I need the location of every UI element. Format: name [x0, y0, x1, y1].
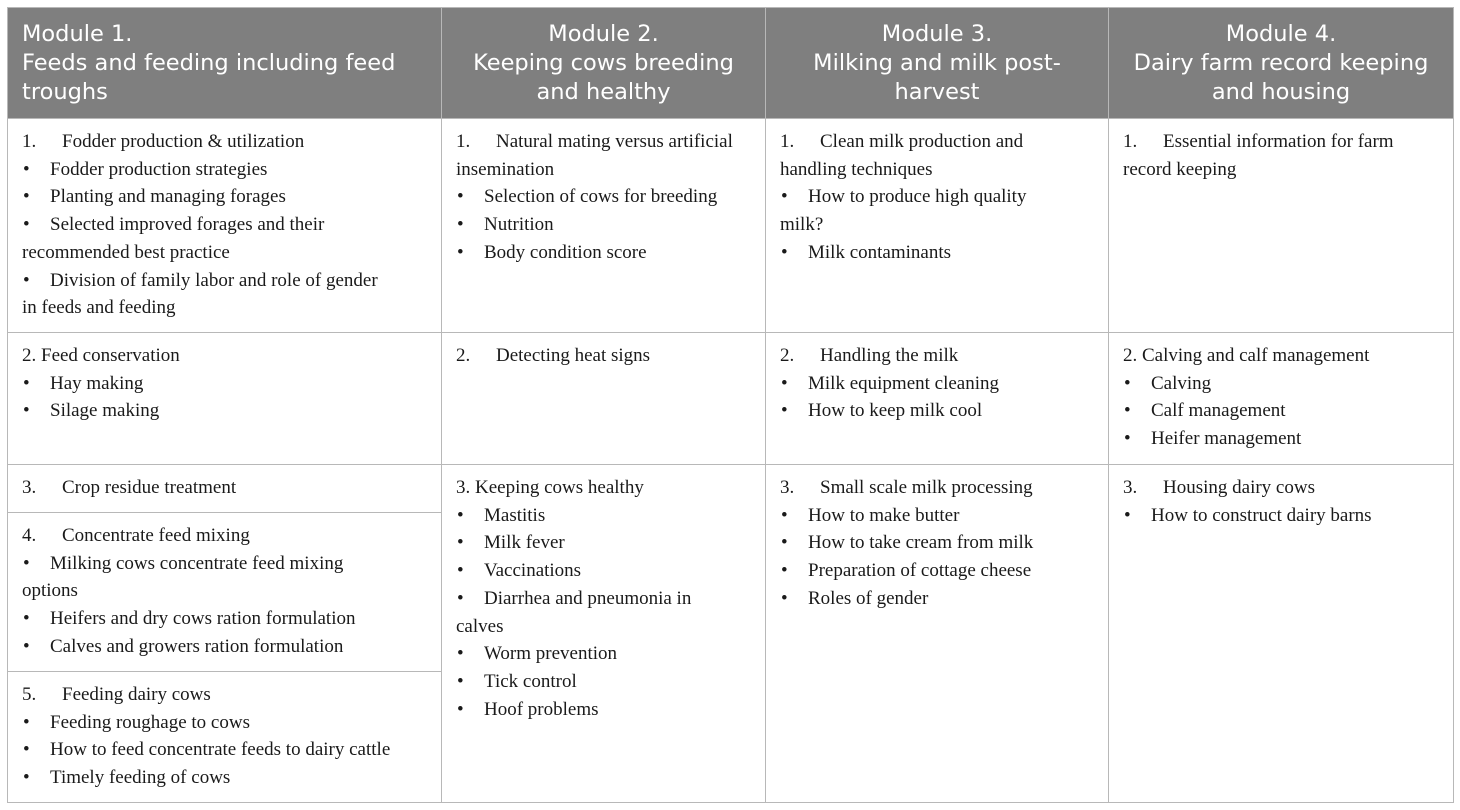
list-item: • Calves and growers ration formulation	[22, 633, 427, 661]
list-item: • Planting and managing forages	[22, 183, 427, 211]
module-1-header	[8, 8, 442, 119]
section-heading: 3. Small scale milk processing	[780, 477, 1033, 498]
header-line: harvest	[894, 79, 980, 105]
list-item: • How to make butter	[780, 502, 1094, 530]
list-item: • Mastitis	[456, 502, 751, 530]
header-line: Feeds and feeding including feed	[22, 50, 396, 76]
section-heading: 3. Crop residue treatment	[22, 477, 237, 498]
module-1-section-4	[8, 513, 442, 672]
module-2-section-1	[442, 119, 766, 333]
header-line: Module 1.	[22, 21, 133, 47]
list-item: • Milk equipment cleaning	[780, 370, 1094, 398]
header-row	[8, 8, 1454, 119]
section-heading: 3. Housing dairy cows	[1123, 477, 1315, 498]
module-4-section-2	[1109, 333, 1454, 465]
list-item: • Hoof problems	[456, 696, 751, 724]
list-item: • Fodder production strategies	[22, 156, 427, 184]
section-heading: 2. Detecting heat signs	[456, 345, 651, 366]
module-1-section-3	[8, 465, 442, 513]
list-item: • Silage making	[22, 397, 427, 425]
section-heading: 1. Clean milk production and	[780, 131, 1024, 152]
list-item: • Calf management	[1123, 397, 1439, 425]
list-item: • Selection of cows for breeding	[456, 183, 751, 211]
section-heading: 1. Essential information for farm	[1123, 131, 1394, 152]
list-item: • Nutrition	[456, 211, 751, 239]
list-item: • Milk contaminants	[780, 239, 1094, 267]
list-item: • Selected improved forages and their	[22, 211, 427, 239]
module-1-section-5	[8, 672, 442, 803]
list-item: • Hay making	[22, 370, 427, 398]
module-1-section-1	[8, 119, 442, 333]
list-item: • Heifers and dry cows ration formulation	[22, 605, 427, 633]
section-heading-continuation: handling techniques	[780, 158, 933, 180]
list-item-continuation: in feeds and feeding	[22, 297, 176, 319]
section-heading: 3. Keeping cows healthy	[456, 477, 644, 498]
list-item: • How to keep milk cool	[780, 397, 1094, 425]
module-4-section-1	[1109, 119, 1454, 333]
section-heading-continuation: insemination	[456, 158, 555, 180]
header-line: Milking and milk post-	[813, 50, 1061, 76]
header-line: troughs	[22, 79, 108, 105]
section-heading: 4. Concentrate feed mixing	[22, 525, 250, 546]
header-line: Keeping cows breeding	[473, 50, 734, 76]
list-item-continuation: milk?	[780, 214, 824, 236]
section-heading: 1. Natural mating versus artificial	[456, 131, 733, 152]
list-item: • Vaccinations	[456, 557, 751, 585]
module-4-header	[1109, 8, 1454, 119]
header-line: Module 2.	[548, 21, 659, 47]
module-1-section-2	[8, 333, 442, 465]
section-heading: 1. Fodder production & utilization	[22, 131, 305, 152]
list-item: • Diarrhea and pneumonia in	[456, 585, 751, 613]
list-item: • Preparation of cottage cheese	[780, 557, 1094, 585]
module-3-section-2	[766, 333, 1109, 465]
header-line: Dairy farm record keeping	[1133, 50, 1429, 76]
list-item: • How to take cream from milk	[780, 529, 1094, 557]
table-row	[8, 119, 1454, 333]
list-item: • Timely feeding of cows	[22, 764, 427, 792]
module-3-section-1	[766, 119, 1109, 333]
header-line: Module 3.	[881, 21, 993, 47]
list-item: • Roles of gender	[780, 585, 1094, 613]
module-3-header	[766, 8, 1109, 119]
section-heading: 2. Handling the milk	[780, 345, 959, 366]
module-4-section-3	[1109, 465, 1454, 803]
list-item: • Milk fever	[456, 529, 751, 557]
section-heading: 2. Feed conservation	[22, 345, 180, 366]
list-item: • How to produce high quality	[780, 183, 1094, 211]
module-2-header	[442, 8, 766, 119]
list-item: • Milking cows concentrate feed mixing	[22, 550, 427, 578]
header-line: and healthy	[536, 79, 671, 105]
list-item: • How to construct dairy barns	[1123, 502, 1439, 530]
list-item: • Feeding roughage to cows	[22, 709, 427, 737]
list-item-continuation: recommended best practice	[22, 241, 230, 263]
list-item-continuation: calves	[456, 615, 504, 637]
table-row	[8, 333, 1454, 465]
header-line: Module 4.	[1225, 21, 1337, 47]
list-item: • How to feed concentrate feeds to dairy cattle	[22, 736, 427, 764]
module-2-section-3	[442, 465, 766, 803]
list-item: • Division of family labor and role of gender	[22, 267, 427, 295]
section-heading: 5. Feeding dairy cows	[22, 684, 211, 705]
list-item: • Heifer management	[1123, 425, 1439, 453]
list-item: • Calving	[1123, 370, 1439, 398]
section-heading: 2. Calving and calf management	[1123, 345, 1370, 366]
module-3-section-3	[766, 465, 1109, 803]
modules-table	[7, 7, 1454, 803]
section-heading-continuation: record keeping	[1123, 158, 1237, 180]
table-row	[8, 465, 1454, 513]
list-item: • Tick control	[456, 668, 751, 696]
list-item: • Worm prevention	[456, 640, 751, 668]
list-item: • Body condition score	[456, 239, 751, 267]
module-2-section-2	[442, 333, 766, 465]
list-item-continuation: options	[22, 580, 78, 602]
header-line: and housing	[1211, 79, 1351, 105]
